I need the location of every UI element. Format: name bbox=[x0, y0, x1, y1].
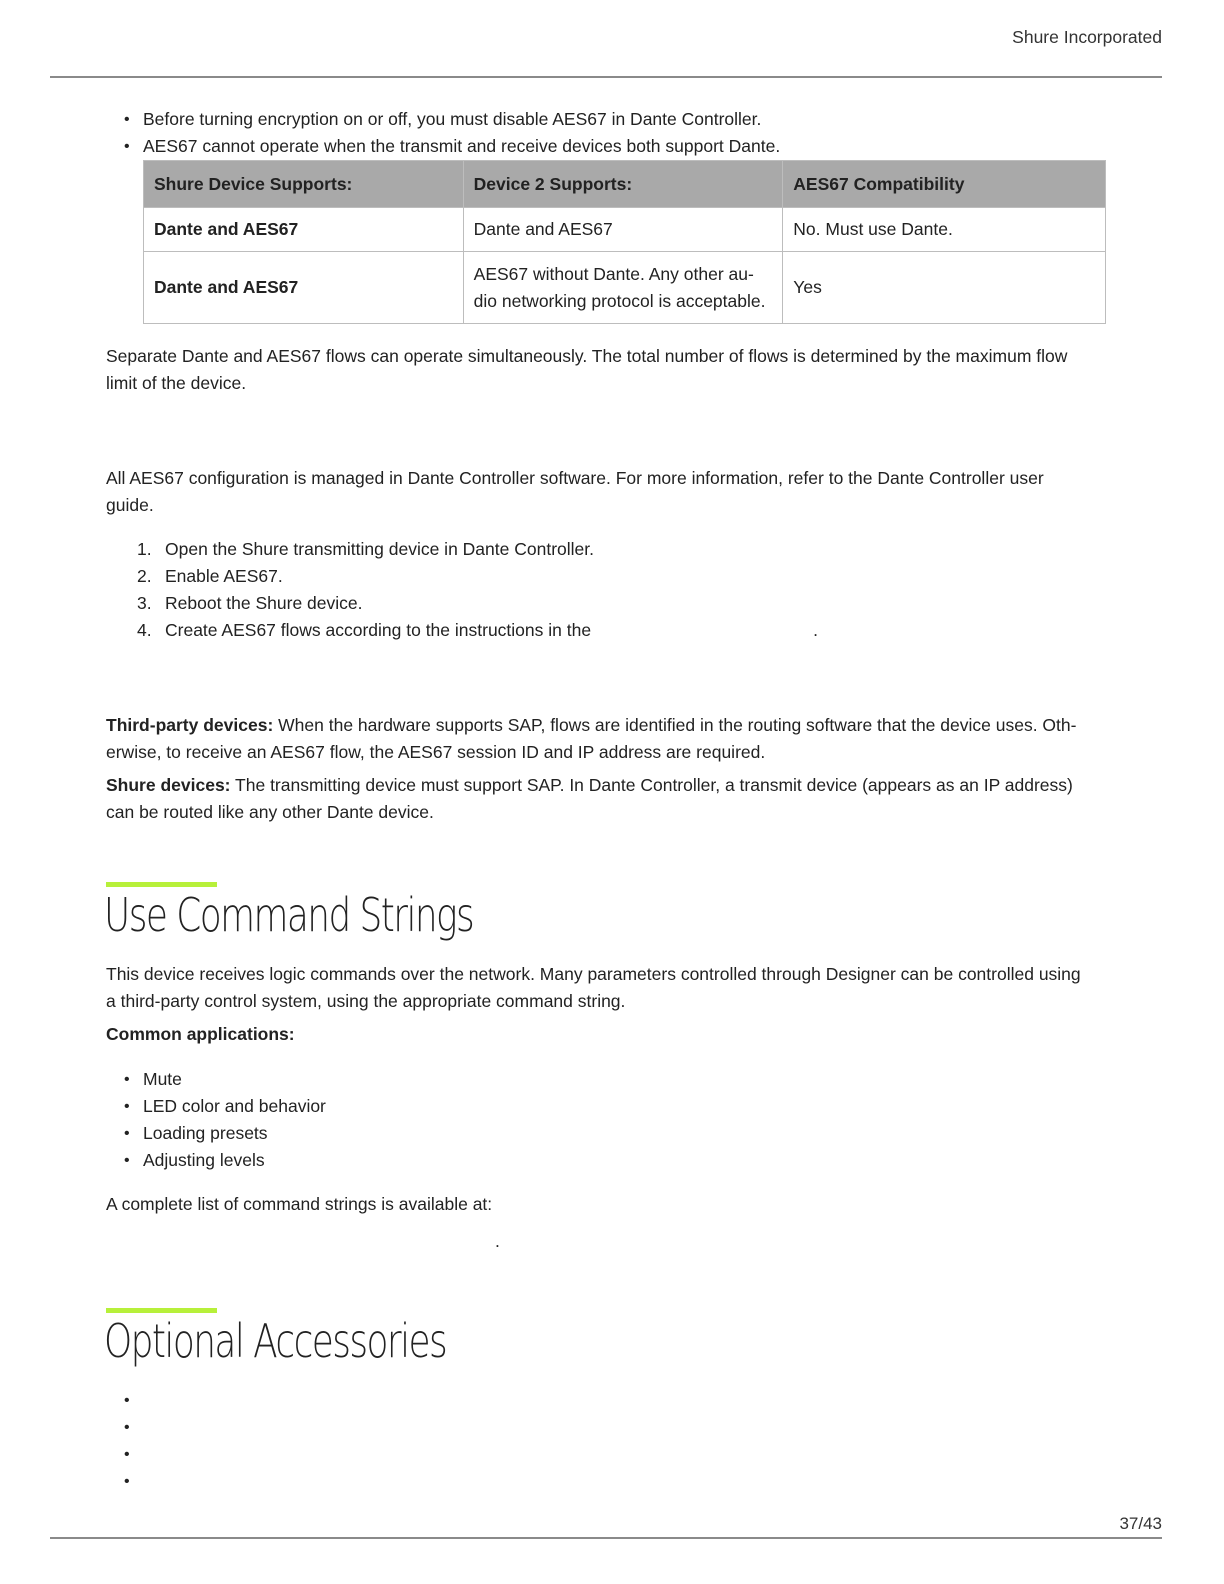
section-title-optional-accessories: Optional Accessories bbox=[104, 1314, 447, 1368]
table-cell-line: AES67 without Dante. Any other au- bbox=[473, 263, 754, 284]
step-number: 3. bbox=[137, 593, 152, 613]
list-item: • Loading presets bbox=[106, 1120, 326, 1147]
third-party-paragraph bbox=[106, 712, 1106, 766]
table-row bbox=[144, 208, 1106, 252]
section-title-command-strings: Use Command Strings bbox=[104, 888, 474, 942]
table-header-cell: AES67 Compatibility bbox=[783, 161, 1106, 208]
step-tail: . bbox=[813, 620, 818, 640]
paragraph-line: erwise, to receive an AES67 flow, the AES67 session ID and IP address are required. bbox=[106, 742, 766, 762]
list-item: • Mute bbox=[106, 1066, 326, 1093]
list-item[interactable] bbox=[106, 1468, 143, 1495]
header-company-name: Shure Incorporated bbox=[1012, 27, 1162, 47]
paragraph-line: guide. bbox=[106, 495, 154, 515]
command-intro-paragraph bbox=[106, 961, 1106, 1015]
configuration-steps bbox=[106, 536, 818, 644]
aes67-compatibility-table bbox=[143, 160, 1106, 324]
header-divider bbox=[50, 76, 1162, 78]
applications-list bbox=[106, 1066, 326, 1174]
step-number: 1. bbox=[137, 539, 152, 559]
list-item[interactable] bbox=[106, 1387, 143, 1414]
list-item bbox=[106, 617, 818, 644]
table-cell-line: dio networking protocol is acceptable. bbox=[473, 290, 766, 311]
shure-devices-paragraph bbox=[106, 772, 1106, 826]
list-item: • AES67 cannot operate when the transmit and receive devices both support Dante. bbox=[106, 133, 780, 160]
paragraph-line: a third-party control system, using the appropriate command string. bbox=[106, 991, 626, 1011]
command-list-link-line bbox=[106, 1228, 500, 1255]
paragraph-line: All AES67 configuration is managed in Dante Controller software. For more information, refer to the Dante Controller user bbox=[106, 468, 1044, 488]
table-header-cell: Shure Device Supports: bbox=[144, 161, 464, 208]
step-number: 2. bbox=[137, 566, 152, 586]
table-row bbox=[144, 252, 1106, 324]
paragraph-line: This device receives logic commands over the network. Many parameters controlled through Designer can be controlled using bbox=[106, 964, 1081, 984]
step-text: Reboot the Shure device. bbox=[165, 593, 363, 613]
footer-divider bbox=[50, 1537, 1162, 1539]
link-period: . bbox=[495, 1231, 500, 1251]
table-cell: Yes bbox=[783, 252, 1106, 324]
flows-paragraph bbox=[106, 343, 1106, 397]
table-cell: No. Must use Dante. bbox=[783, 208, 1106, 252]
list-item: • Adjusting levels bbox=[106, 1147, 326, 1174]
table-cell bbox=[463, 252, 783, 324]
paragraph-line: limit of the device. bbox=[106, 373, 247, 393]
table-header-cell: Device 2 Supports: bbox=[463, 161, 783, 208]
paragraph-line: When the hardware supports SAP, flows are identified in the routing software that the device uses. Oth- bbox=[273, 715, 1077, 735]
list-item bbox=[106, 536, 818, 563]
paragraph-line: Separate Dante and AES67 flows can operate simultaneously. The total number of flows is determined by the maximum flow bbox=[106, 346, 1068, 366]
accessories-list bbox=[106, 1387, 143, 1495]
list-item: • LED color and behavior bbox=[106, 1093, 326, 1120]
step-number: 4. bbox=[137, 620, 152, 640]
common-applications-label: Common applications: bbox=[106, 1024, 295, 1044]
list-item: • Before turning encryption on or off, you must disable AES67 in Dante Controller. bbox=[106, 106, 780, 133]
section-accent-bar bbox=[106, 882, 217, 887]
list-item bbox=[106, 563, 818, 590]
table-cell: Dante and AES67 bbox=[144, 208, 464, 252]
step-text: Enable AES67. bbox=[165, 566, 283, 586]
step-text: Open the Shure transmitting device in Dante Controller. bbox=[165, 539, 594, 559]
config-paragraph bbox=[106, 465, 1106, 519]
table-header-row bbox=[144, 161, 1106, 208]
paragraph-line: The transmitting device must support SAP. In Dante Controller, a transmit device (appears as an IP address) bbox=[230, 775, 1073, 795]
paragraph-line: can be routed like any other Dante device. bbox=[106, 802, 434, 822]
table-cell: Dante and AES67 bbox=[144, 252, 464, 324]
step-text: Create AES67 flows according to the instructions in the bbox=[165, 620, 592, 640]
command-list-note: A complete list of command strings is available at: bbox=[106, 1194, 493, 1214]
list-item bbox=[106, 590, 818, 617]
list-item[interactable] bbox=[106, 1414, 143, 1441]
third-party-label: Third-party devices: bbox=[106, 715, 274, 735]
aes67-notes-list bbox=[106, 106, 780, 160]
shure-devices-label: Shure devices: bbox=[106, 775, 231, 795]
table-cell: Dante and AES67 bbox=[463, 208, 783, 252]
section-accent-bar bbox=[106, 1308, 217, 1313]
list-item[interactable] bbox=[106, 1441, 143, 1468]
page-number: 37/43 bbox=[1119, 1514, 1162, 1533]
